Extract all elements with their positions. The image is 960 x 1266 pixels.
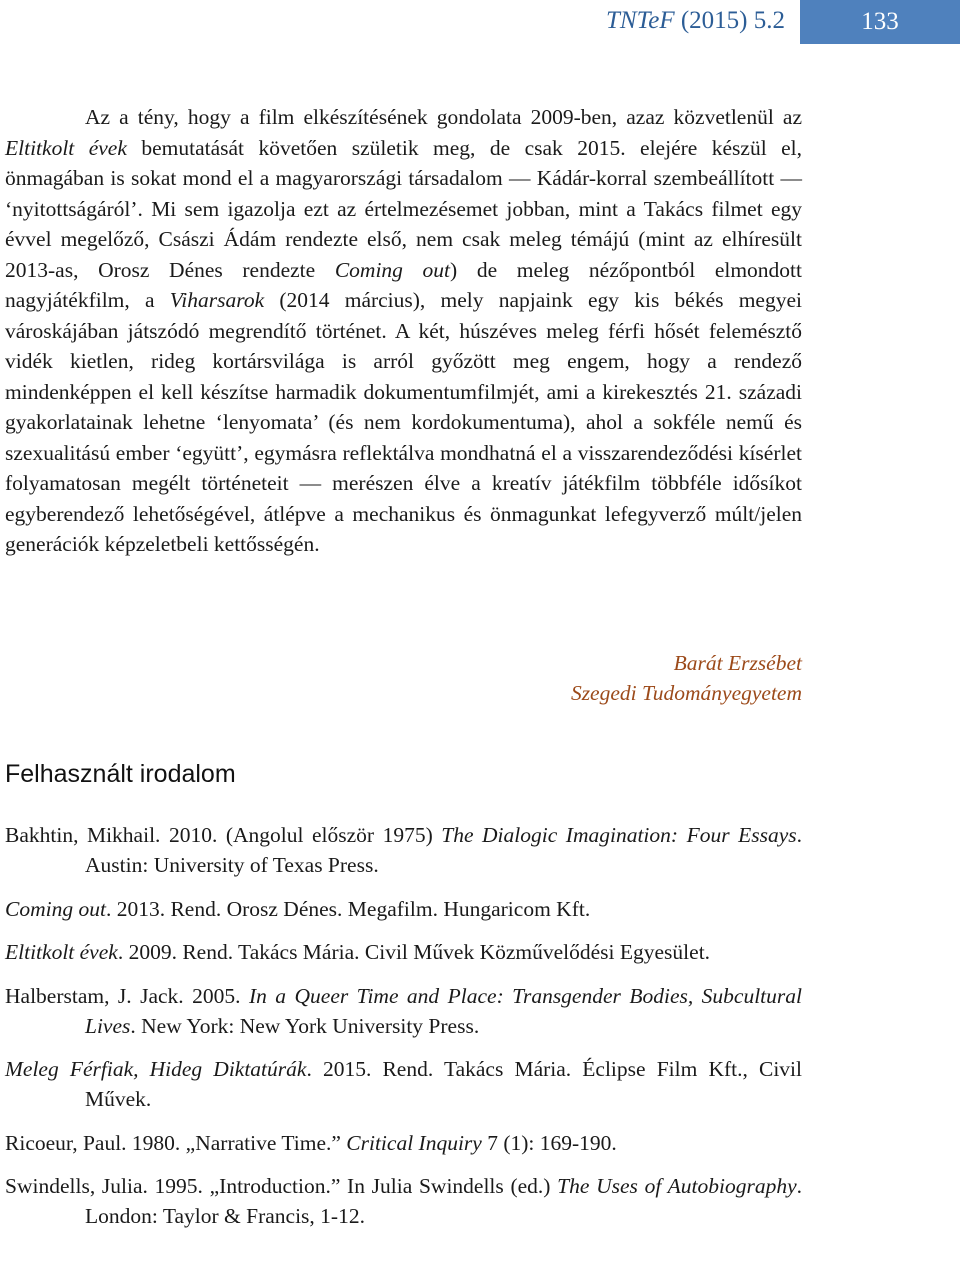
page-number-box — [800, 0, 960, 44]
text-run: Az a tény, hogy a film elkészítésének gondolata 2009-ben, azaz közvetlenül az — [85, 105, 802, 129]
reference-item — [5, 894, 802, 924]
ref-text: 7 (1): 169-190. — [481, 1130, 617, 1155]
journal-issue: (2015) 5.2 — [680, 7, 785, 34]
author-signature — [571, 648, 802, 708]
ref-title: The Uses of Autobiography — [557, 1174, 797, 1198]
journal-name: TNTeF — [606, 7, 675, 34]
body-text — [5, 102, 802, 560]
ref-text: Swindells, Julia. 1995. „Introduction.” In Julia Swindells (ed.) — [5, 1174, 558, 1198]
ref-title: Coming out — [5, 896, 106, 921]
ref-text: . New York: New York University Press. — [130, 1013, 480, 1038]
journal-citation — [606, 7, 785, 35]
ref-title: Eltitkolt évek — [5, 940, 118, 964]
text-run: bemutatását követően születik meg, de csak 2015. elejére készül el, önmagában is sokat mond el a magyarországi társadalom — Kádár-korral szembeállított — ‘nyitottságáról’. Mi sem igazolja ezt az értelmezésemet jobban, mint a Takács filmet egy évvel megelőző, Császi Ádám rendezte első, nem csak meleg témájú (mint az elhíresült 2013-as, Orosz Dénes rendezte — [5, 135, 803, 282]
reference-item — [5, 1054, 802, 1114]
ref-title: Critical Inquiry — [346, 1130, 482, 1155]
page-header — [0, 0, 960, 44]
ref-text: Bakhtin, Mikhail. 2010. (Angolul először 1975) — [5, 823, 442, 847]
film-title: Viharsarok — [169, 288, 265, 312]
ref-text: Ricoeur, Paul. 1980. „Narrative Time.” — [5, 1130, 347, 1155]
text-run: ) de meleg nézőpontból elmondott nagyjátékfilm, a — [5, 257, 803, 312]
ref-title: Meleg Férfiak, Hideg Diktatúrák — [5, 1057, 307, 1081]
ref-title: In a Queer Time and Place: Transgender Bodies, Subcultural Lives — [85, 983, 802, 1038]
ref-text: . 2013. Rend. Orosz Dénes. Megafilm. Hungaricom Kft. — [105, 896, 591, 921]
ref-text: . London: Taylor & Francis, 1-12. — [85, 1174, 802, 1228]
reference-item — [5, 937, 802, 967]
ref-title: The Dialogic Imagination: Four Essays — [441, 823, 797, 847]
references-heading: Felhasznált irodalom — [5, 760, 236, 788]
text-run: (2014 március), mely napjaink egy kis békés megyei városkájában játszódó megrendítő történet. A két, húszéves meleg férfi hősét felemésztő vidék kietlen, rideg kortársvilága is arról győzött meg engem, hogy a rendező mindenképpen el kell készítse harmadik dokumentumfilmjét, ami a kirekesztés 21. századi gyakorlatainak lehetne ‘lenyomata’ (és nem kordokumentuma), ahol a sokféle nemű és szexualitású ember ‘együtt’, egymásra reflektálva mondhatná el a visszarendeződési kísérlet folyamatosan megélt történeteit — merészen élve a kreatív játékfilm többféle idősíkot egyberendező lehetőségével, átlépve a mechanikus és önmagunkat lefegyverző múlt/jelen generációk képzeletbeli kettősségén. — [5, 288, 802, 556]
author-name: Barát Erzsébet — [673, 651, 802, 675]
ref-text: Halberstam, J. Jack. 2005. — [5, 983, 249, 1008]
film-title: Eltitkolt évek — [5, 135, 127, 160]
reference-item — [5, 1171, 802, 1231]
reference-item — [5, 1128, 802, 1158]
references-list — [5, 820, 802, 1245]
author-affiliation: Szegedi Tudományegyetem — [570, 681, 802, 705]
page-number: 133 — [861, 8, 899, 35]
film-title: Coming out — [334, 257, 451, 282]
reference-item — [5, 820, 802, 880]
body-paragraph — [5, 102, 802, 560]
ref-text: . Austin: University of Texas Press. — [85, 823, 802, 877]
reference-item — [5, 981, 802, 1041]
ref-text: . 2009. Rend. Takács Mária. Civil Művek Közművelődési Egyesület. — [117, 940, 711, 964]
ref-text: . 2015. Rend. Takács Mária. Éclipse Film Kft., Civil Művek. — [85, 1057, 802, 1111]
